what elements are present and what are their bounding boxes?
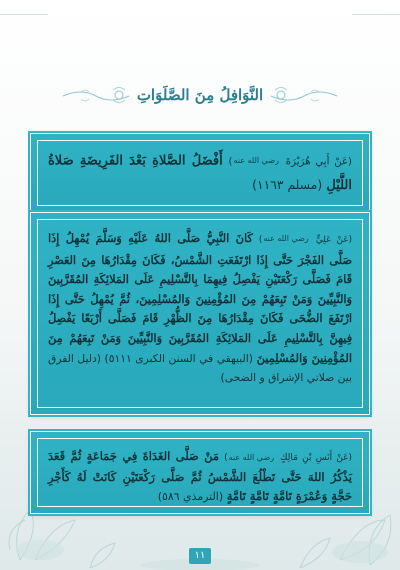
- hadith-source: (الترمذي ٥٨٦): [157, 490, 224, 503]
- hadith-card-frame: [37, 219, 363, 408]
- blessing-glyph-icon: رضي الله عنه: [263, 234, 309, 244]
- narrator: (عَنْ عَلِيٍّ: [315, 235, 353, 245]
- corner-ornament-right: [352, 0, 400, 15]
- narrator: (عَنْ أَبِي هُرَيْرَةَ: [285, 156, 353, 168]
- hadith-card-frame: [37, 140, 363, 206]
- chapter-title: النَّوَافِلُ مِنَ الصَّلَوَاتِ: [136, 86, 264, 104]
- hadith-card-frame: [37, 438, 363, 507]
- hadith-card-3: [30, 431, 370, 514]
- hadith-source: (مسلم ١١٦٣): [252, 177, 323, 192]
- blessing-glyph-icon: رضي الله عنه: [228, 452, 275, 462]
- hadith-card-1: [30, 133, 370, 213]
- blessing-glyph-icon: رضي الله عنه: [233, 156, 279, 165]
- page-number: [0, 543, 400, 564]
- floral-ornament-icon: [61, 84, 131, 106]
- narrator: (عَنْ أَنَسِ بْنِ مَالِكٍ: [280, 453, 353, 463]
- hadith-text: كَانَ النَّبِيُّ صَلَّى اللهُ عَلَيْهِ وَسَلَّمَ يُمْهِلُ إِذَا صَلَّى الفَجْرَ حَتَّى إِذَا ارْتَفَعَتِ الشَّمْسُ، فَكَانَ مِقْدَارُهَا مِنَ العَصْرِ قَامَ فَصَلَّى رَكْعَتَيْنِ يَفْصِلُ فِيهِمَا بِالتَّسْلِيمِ عَلَى المَلائِكَةِ المُقَرَّبِينَ وَالنَّبِيِّينَ وَمَنْ تَبِعَهُمْ مِنَ المُؤْمِنِينَ وَالمُسْلِمِينَ، ثُمَّ يُمْهِلُ حَتَّى إِذَا ارْتَفَعَ الضُّحَى فَكَانَ مِقْدَارُهَا مِنَ الظُّهْرِ قَامَ فَصَلَّى أَرْبَعًا يَفْصِلُ فِيهِنَّ بِالتَّسْلِيمِ عَلَى المَلائِكَةِ المُقَرَّبِينَ وَالنَّبِيِّينَ وَمَنْ تَبِعَهُمْ مِنَ المُؤْمِنِينَ وَالمُسْلِمِينَ: [48, 231, 353, 365]
- chapter-header: [0, 80, 400, 110]
- hadith-text: أَفْضَلُ الصَّلاةِ بَعْدَ الفَرِيضَةِ صَلاةُ اللَّيْلِ: [48, 153, 352, 193]
- hadith-text: مَنْ صَلَّى الغَدَاةَ فِي جَمَاعَةٍ ثُمَّ قَعَدَ يَذْكُرُ اللهَ حَتَّى تَطْلُعَ الشَّمْسُ ثُمَّ صَلَّى رَكْعَتَيْنِ كَانَتْ لَهُ كَأَجْرِ حَجَّةٍ وَعُمْرَةٍ تَامَّةٍ تَامَّةٍ تَامَّةٍ: [48, 449, 352, 503]
- page-number-label: ١١: [189, 548, 211, 564]
- hadith-card-2: [30, 212, 370, 415]
- narrator-close: ): [258, 235, 263, 245]
- floral-ornament-icon: [269, 84, 339, 106]
- corner-ornament-left: [0, 0, 48, 15]
- narrator-close: ): [224, 453, 228, 463]
- hadith-source: (البيهقي في السنن الكبرى ٥١١١) (دليل الفرق بين صلاتي الإشراق و الضحى): [48, 351, 352, 385]
- narrator-close: ): [228, 156, 233, 168]
